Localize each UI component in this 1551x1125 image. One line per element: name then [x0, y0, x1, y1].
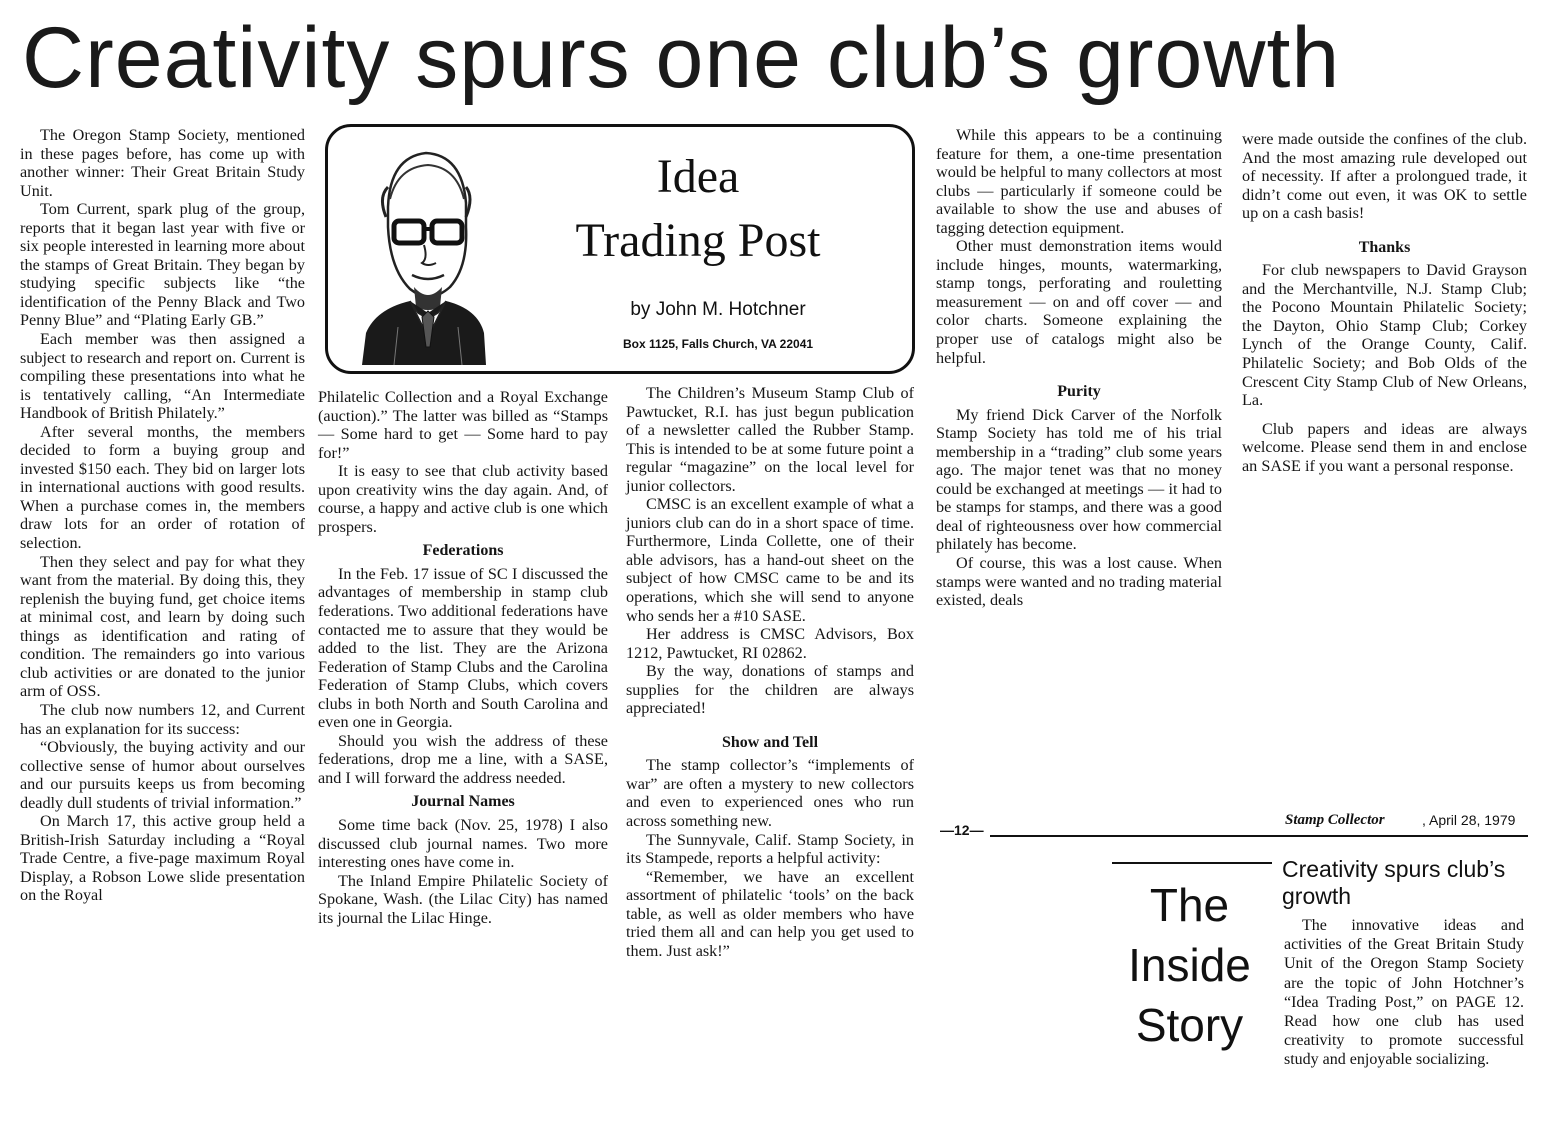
section-heading-purity: Purity: [1057, 383, 1101, 401]
column-3: [626, 384, 914, 960]
column-5: [1242, 130, 1527, 475]
paragraph: “Obviously, the buying activity and our collective sense of humor about ourselves and our pursuits keeps us from becoming deadly dull students of trivial information.”: [20, 738, 305, 812]
paragraph: My friend Dick Carver of the Norfolk Stamp Society has told me of his trial membership in a “trading” club some years ago. The major tenet was that no money could be exchanged at meetings — it had to be stamps for stamps, and there was a good deal of righteousness over how commercial philately has become.: [936, 405, 1222, 554]
paragraph: By the way, donations of stamps and supplies for the children are always appreciated!: [626, 662, 914, 718]
paragraph: Of course, this was a lost cause. When stamps were wanted and no trading material existed, deals: [936, 554, 1222, 610]
headline: Creativity spurs one club’s growth: [22, 10, 1341, 106]
byline: by John M. Hotchner: [630, 299, 806, 320]
column-title-trading-post: Trading Post: [575, 214, 821, 267]
paragraph: CMSC is an excellent example of what a juniors club can do in a short space of time. Furthermore, Linda Collette, one of their able advisors, has a hand-out sheet on the subject of how CMSC came to be and its operations, which she will send to anyone who sends her a #10 SASE.: [626, 495, 914, 625]
paragraph: After several months, the members decided to form a buying group and invested $150 each. They bid on larger lots in international auctions with good results. When a purchase comes in, the members draw lots for an order of rotation of selection.: [20, 422, 305, 553]
section-heading-journal-names: Journal Names: [411, 793, 515, 811]
paragraph: Tom Current, spark plug of the group, reports that it began last year with five or six people interested in learning more about the stamps of Great Britain. They began by studying specific subjects like “the identification of the Penny Black and Two Penny Blue” and “Plating Early GB.”: [20, 200, 305, 330]
inside-story-label-line: Inside: [1128, 939, 1251, 991]
divider: [1112, 862, 1272, 864]
section-heading-show-and-tell: Show and Tell: [721, 733, 819, 751]
publication-date: , April 28, 1979: [1422, 812, 1516, 828]
inside-story-label-line: The: [1149, 879, 1230, 931]
paragraph: were made outside the confines of the club. And the most amazing rule developed out of necessity. If after a prolongued trade, it didn’t come out even, it was OK to settle up on a cash basis!: [1242, 130, 1527, 223]
paragraph: In the Feb. 17 issue of SC I discussed the advantages of membership in stamp club federations. Two additional federations have contacted me to assure that they would be added to the list. They are the Arizona Federation of Stamp Clubs and the Carolina Federation of Stamp Clubs, which covers clubs in both North and South Carolina and even one in Georgia.: [318, 564, 608, 732]
divider: [990, 835, 1528, 837]
paragraph: The Oregon Stamp Society, mentioned in these pages before, has come up with another winner: Their Great Britain Study Unit.: [20, 126, 305, 200]
paragraph: The Sunnyvale, Calif. Stamp Society, in its Stampede, reports a helpful activity:: [626, 830, 914, 868]
paragraph: The club now numbers 12, and Current has an explanation for its success:: [20, 700, 305, 738]
paragraph: The innovative ideas and activities of the Great Britain Study Unit of the Oregon Stamp Society are the topic of John Hotchner’s “Idea Trading Post,” on PAGE 12. Read how one club has used creativity to promote successful study and enjoyable socializing.: [1284, 917, 1524, 1069]
column-4: [936, 126, 1222, 610]
paragraph: Her address is CMSC Advisors, Box 1212, Pawtucket, RI 02862.: [626, 625, 914, 662]
paragraph: Club papers and ideas are always welcome. Please send them in and enclose an SASE if you want a personal response.: [1242, 419, 1527, 475]
paragraph: The Inland Empire Philatelic Society of Spokane, Wash. (the Lilac City) has named its journal the Lilac Hinge.: [318, 871, 608, 927]
column-2: [318, 388, 608, 927]
column-header-box: [325, 124, 915, 374]
paragraph: Some time back (Nov. 25, 1978) I also discussed club journal names. Two more interesting ones have come in.: [318, 816, 608, 872]
paragraph: For club newspapers to David Grayson and the Merchantville, N.J. Stamp Club; the Pocono Mountain Philatelic Society; the Dayton, Ohio Stamp Club; Corkey Lynch of the Orange County, Calif. Philatelic Society; and Bob Olds of the Crescent City Stamp Club of New Orleans, La.: [1242, 261, 1527, 410]
paragraph: On March 17, this active group held a British-Irish Saturday including a “Royal Trade Centre, a five-page maximum Royal Display, a Robson Lowe slide presentation on the Royal: [20, 812, 305, 905]
inside-story-body: [1284, 916, 1524, 1070]
paragraph: It is easy to see that club activity based upon creativity wins the day again. And, of course, a happy and active club is one which prospers.: [318, 462, 608, 536]
page-number: —12—: [940, 822, 984, 838]
paragraph: While this appears to be a continuing feature for them, a one-time presentation would be helpful to many collectors at most clubs — particularly if someone could be available to show the use and abuses of tagging detection equipment.: [936, 126, 1222, 237]
paragraph: Should you wish the address of these federations, drop me a line, with a SASE, and I will forward the address needed.: [318, 731, 608, 787]
section-heading-federations: Federations: [422, 542, 504, 560]
paragraph: Other must demonstration items would include hinges, mounts, watermarking, stamp tongs, perforating and rouletting measurement — on and off cover — and color charts. Someone explaining the proper use of catalogs might also be helpful.: [936, 237, 1222, 367]
paragraph: The stamp collector’s “implements of war” are often a mystery to new collectors and even to experienced ones who run across something new.: [626, 756, 914, 831]
paragraph: Then they select and pay for what they want from the material. By doing this, they replenish the buying fund, get choice items at minimal cost, and learn by doing such things as identification and rating of condition. The remainders go into various club activities or are donated to the junior arm of OSS.: [20, 552, 305, 701]
inside-story-label-line: Story: [1135, 999, 1244, 1051]
inside-story-title: Creativity spurs club’s growth: [1282, 856, 1506, 909]
column-1: [20, 126, 305, 905]
inside-story-label: [1112, 875, 1267, 1055]
paragraph: The Children’s Museum Stamp Club of Pawtucket, R.I. has just begun publication of a newsletter called the Rubber Stamp. This is intended to be at some future point a regular “magazine” on the local level for junior collectors.: [626, 384, 914, 495]
publication-name: Stamp Collector: [1285, 812, 1385, 828]
paragraph: Each member was then assigned a subject to research and report on. Current is compiling these presentations into what he is tentatively calling, “An Intermediate Handbook of British Philately.”: [20, 330, 305, 423]
paragraph: “Remember, we have an excellent assortment of philatelic ‘tools’ on the back table, as well as older members who have tried them all and can help you get used to them. Just ask!”: [626, 867, 914, 960]
paragraph: Philatelic Collection and a Royal Exchange (auction).” The latter was billed as “Stamps — Some hard to get — Some hard to pay for!”: [318, 388, 608, 462]
column-title-idea: Idea: [656, 150, 740, 203]
author-portrait: [358, 137, 488, 365]
section-heading-thanks: Thanks: [1358, 238, 1411, 256]
author-address: Box 1125, Falls Church, VA 22041: [622, 337, 814, 351]
